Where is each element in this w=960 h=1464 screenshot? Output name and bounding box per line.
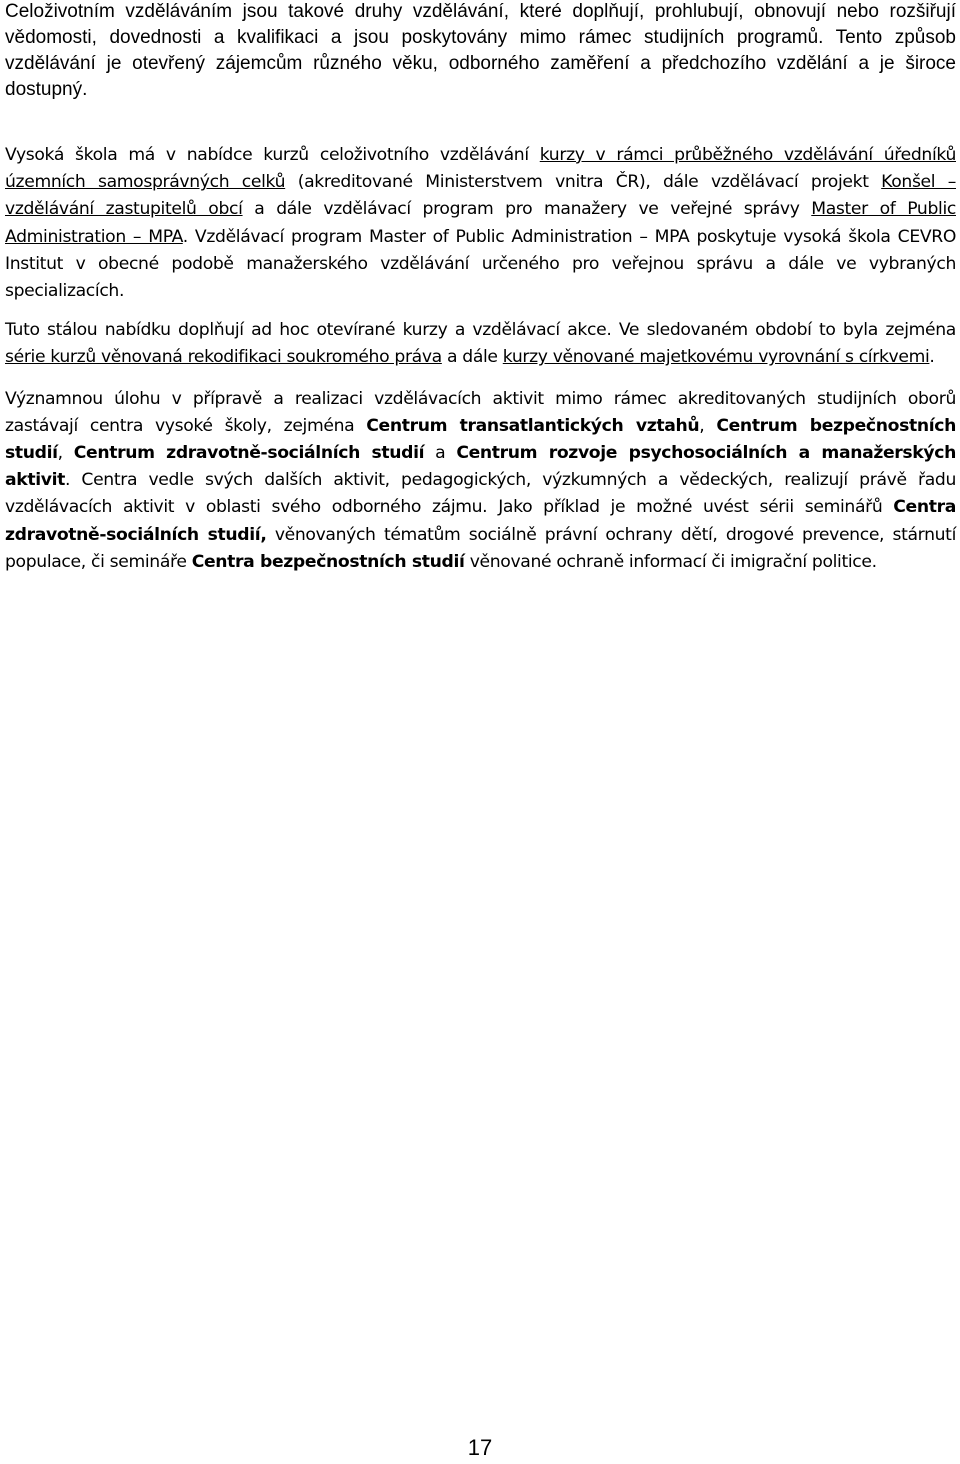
intro-text: Celoživotním vzděláváním jsou takové druhy vzdělávání, které doplňují, prohlubují, obnovují nebo rozšiřují vědomosti, dovednosti a kvalifikaci a jsou poskytovány mimo rámec studijních programů. Tento způsob vzdělávání je otevřený zájemcům různého věku, odborného zaměření a předchozího vzdělání a je široce dostupný. xyxy=(5,1,956,100)
centre-psychosocial: Centrum rozvoje psychosociálních a manažerských aktivit xyxy=(5,443,956,491)
centres-text-5: . Centra vedle svých dalších aktivit, pedagogických, výzkumných a vědeckých, realizují právě řadu vzdělávacích aktivit v oblasti svého odborného zájmu. Jako příklad je možné uvést sérii seminářů xyxy=(5,470,956,518)
centres-text-2: , xyxy=(699,415,717,436)
centres-text-4: a xyxy=(424,443,457,464)
link-ongoing-training-courses[interactable]: kurzy v rámci průběžného vzdělávání úředníků územních samosprávných celků xyxy=(5,145,956,193)
courses-text-2: (akreditované Ministerstvem vnitra ČR), dále vzdělávací projekt xyxy=(285,172,882,193)
centres-text-1: Významnou úlohu v přípravě a realizaci vzdělávacích aktivit mimo rámec akreditovaných studijních oborů zastávají centra vysoké školy, zejména xyxy=(5,388,956,436)
centre-health-social: Centrum zdravotně-sociálních studií xyxy=(73,443,425,464)
courses-paragraph xyxy=(5,142,956,305)
centres-text-3: , xyxy=(57,443,74,464)
link-church-settlement-courses[interactable]: kurzy věnované majetkovému vyrovnání s církvemi xyxy=(502,347,930,368)
link-mpa-program[interactable]: Master of Public Administration – MPA xyxy=(5,199,956,247)
adhoc-text-1: Tuto stálou nabídku doplňují ad hoc otevírané kurzy a vzdělávací akce. Ve sledovaném období to byla zejména xyxy=(5,320,956,341)
centres-text-6: věnovaných tématům sociálně právní ochrany dětí, drogové prevence, stárnutí populace, či semináře xyxy=(5,524,956,572)
centre-transatlantic: Centrum transatlantických vztahů xyxy=(366,415,700,436)
courses-text-4: . Vzdělávací program Master of Public Administration – MPA poskytuje vysoká škola CEVRO Institut v obecné podobě manažerského vzdělávání určeného pro veřejnou správu a dále ve vybraných specializacích. xyxy=(5,226,957,302)
link-recodification-courses[interactable]: série kurzů věnovaná rekodifikaci soukromého práva xyxy=(5,347,442,368)
courses-text-3: a dále vzdělávací program pro manažery ve veřejné správy xyxy=(242,199,812,220)
intro-paragraph xyxy=(5,0,956,103)
adhoc-courses-paragraph xyxy=(5,317,956,371)
adhoc-text-3: . xyxy=(929,347,935,368)
adhoc-text-2: a dále xyxy=(441,347,503,368)
centre-health-social-seminars: Centra zdravotně-sociálních studií, xyxy=(5,497,956,545)
centres-paragraph xyxy=(5,386,956,576)
centres-text-7: věnované ochraně informací či imigrační politice. xyxy=(464,551,877,572)
centre-security-seminars: Centra bezpečnostních studií xyxy=(191,551,465,572)
page-number: 17 xyxy=(467,1435,493,1460)
courses-text-1: Vysoká škola má v nabídce kurzů celoživotního vzdělávání xyxy=(5,145,540,165)
centre-security-studies: Centrum bezpečnostních studií xyxy=(5,415,956,464)
document-page xyxy=(5,0,956,576)
link-konsel-project[interactable]: Konšel – vzdělávání zastupitelů obcí xyxy=(5,172,956,220)
